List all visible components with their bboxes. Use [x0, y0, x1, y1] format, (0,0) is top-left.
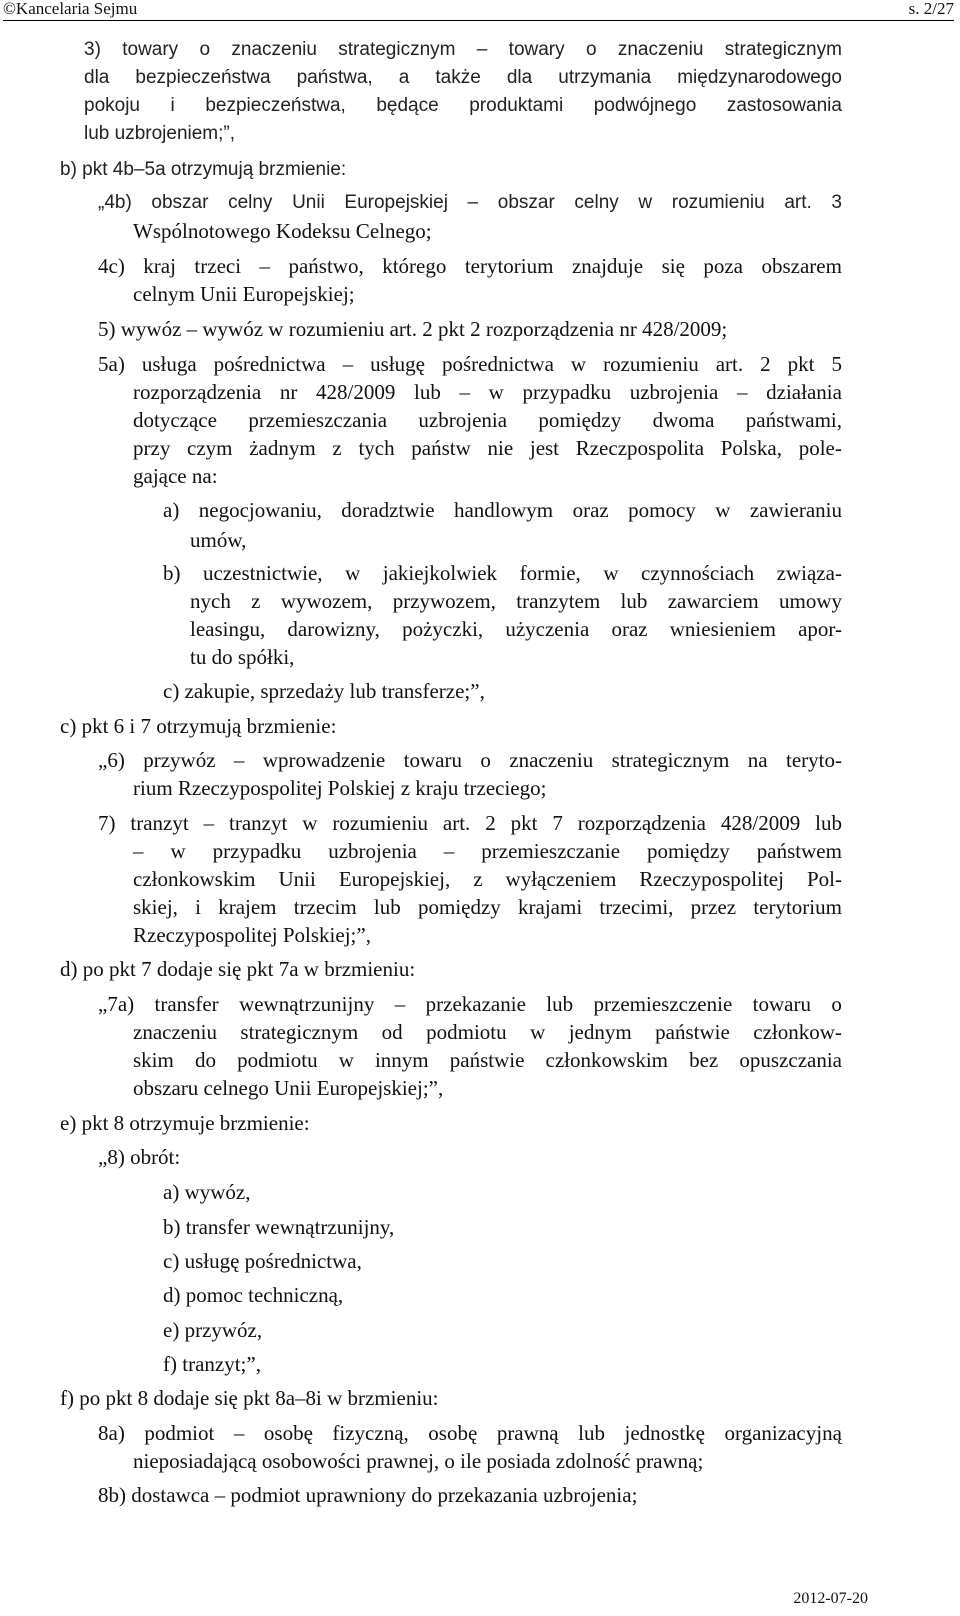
word: uzbrojenia: [629, 380, 719, 404]
word: lub: [620, 589, 648, 613]
word: wywozem,: [280, 589, 373, 613]
text-line: b) transfer wewnątrzunijny,: [163, 1215, 395, 1239]
text-line: [84, 93, 842, 119]
word: lub: [578, 1421, 605, 1445]
word: 428/2009: [720, 811, 801, 835]
word: „7a): [98, 992, 135, 1016]
word: –: [459, 380, 470, 404]
word: towary: [508, 39, 565, 60]
text-line: [133, 866, 842, 892]
word: skim: [133, 1048, 174, 1072]
text-line: nieposiadającą osobowości prawnej, o ile posiada zdolność prawną;: [133, 1449, 704, 1473]
word: 3: [831, 192, 842, 213]
word: b): [163, 561, 181, 585]
word: pomocy: [628, 498, 696, 522]
word: Europejskiej,: [338, 867, 451, 891]
word: bez: [689, 1048, 719, 1072]
word: leasingu,: [190, 617, 266, 641]
word: jednostkę: [624, 1421, 705, 1445]
text-line: [84, 37, 842, 63]
word: znajduje: [571, 254, 644, 278]
word: trzecimi,: [599, 895, 674, 919]
page-header: [3, 0, 954, 21]
word: w: [345, 561, 361, 585]
word: art.: [442, 811, 471, 835]
word: strategicznym: [338, 39, 456, 60]
text-line: celnym Unii Europejskiej;: [133, 282, 355, 306]
text-line: [190, 616, 842, 642]
text-line: 5) wywóz – wywóz w rozumieniu art. 2 pkt 2 rozporządzenia nr 428/2009;: [98, 317, 728, 341]
word: krajem: [218, 895, 277, 919]
word: –: [476, 39, 488, 60]
word: o: [480, 748, 491, 772]
word: do: [194, 1048, 216, 1072]
text-line: [98, 810, 842, 836]
word: tranzytem: [516, 589, 601, 613]
text-line: f) tranzyt;”,: [163, 1352, 261, 1376]
word: rozporządzenia: [577, 811, 706, 835]
text-line: rium Rzeczypospolitej Polskiej z kraju trzeciego;: [133, 776, 547, 800]
word: z: [473, 867, 483, 891]
word: jest: [529, 436, 560, 460]
word: będące: [376, 95, 439, 116]
word: lub: [414, 380, 441, 404]
text-line: f) po pkt 8 dodaje się pkt 8a–8i w brzmieniu:: [60, 1386, 439, 1410]
word: umowy: [778, 589, 842, 613]
word: formie,: [519, 561, 581, 585]
word: członkow-: [753, 1020, 842, 1044]
word: czym: [187, 436, 233, 460]
word: trzecim: [293, 895, 357, 919]
text-line: [98, 747, 842, 773]
word: skiej,: [133, 895, 178, 919]
text-line: [133, 1047, 842, 1073]
word: „4b): [98, 192, 132, 213]
word: bezpieczeństwa,: [205, 95, 346, 116]
word: tranzyt: [130, 811, 189, 835]
footer-date: 2012-07-20: [793, 1590, 868, 1607]
word: poza: [703, 254, 744, 278]
text-line: [190, 588, 842, 614]
word: przywóz: [143, 748, 216, 772]
text-line: [133, 379, 842, 405]
word: podmiotu: [426, 1020, 507, 1044]
word: na: [747, 748, 768, 772]
word: w: [638, 192, 653, 213]
word: o: [585, 39, 597, 60]
word: w: [603, 561, 619, 585]
word: Pol-: [806, 867, 842, 891]
text-line: [133, 435, 842, 461]
word: uzbrojenia: [328, 839, 417, 863]
text-line: [133, 407, 842, 433]
text-line: [98, 991, 842, 1017]
word: Unii: [292, 192, 325, 213]
word: towary: [122, 39, 179, 60]
word: 3): [84, 39, 101, 60]
word: handlowym: [453, 498, 554, 522]
text-line: e) pkt 8 otrzymuje brzmienie:: [60, 1111, 310, 1135]
word: strategicznym: [240, 1020, 359, 1044]
word: negocjowaniu,: [198, 498, 322, 522]
word: przemieszczanie: [481, 839, 621, 863]
text-line: c) pkt 6 i 7 otrzymują brzmienie:: [60, 714, 337, 738]
word: 7): [98, 811, 116, 835]
word: 7: [552, 811, 563, 835]
word: pomiędzy: [538, 408, 622, 432]
word: –: [203, 811, 215, 835]
word: rozumieniu: [603, 352, 699, 376]
word: kraj: [143, 254, 176, 278]
word: strategicznym: [724, 39, 842, 60]
word: terytorium: [753, 895, 842, 919]
word: państwie: [449, 1048, 525, 1072]
word: z: [332, 436, 342, 460]
word: zawarciem: [667, 589, 759, 613]
word: żadnym: [249, 436, 316, 460]
text-line: [98, 190, 842, 216]
word: dotyczące: [133, 408, 217, 432]
word: Polska,: [720, 436, 782, 460]
copyright-label: ©Kancelaria Sejmu: [3, 0, 138, 18]
word: od: [381, 1020, 403, 1044]
word: nr: [279, 380, 298, 404]
word: strategicznym: [611, 748, 730, 772]
text-line: lub uzbrojeniem;”,: [84, 123, 236, 144]
word: 8a): [98, 1421, 125, 1445]
text-line: [98, 351, 842, 377]
word: pokoju: [84, 95, 140, 116]
word: 5a): [98, 352, 125, 376]
word: w: [715, 498, 731, 522]
word: przekazanie: [425, 992, 526, 1016]
word: międzynarodowego: [677, 67, 842, 88]
word: Rzeczpospolita: [575, 436, 705, 460]
word: 4c): [98, 254, 125, 278]
word: bezpieczeństwa: [135, 67, 271, 88]
word: pomiędzy: [417, 895, 501, 919]
word: dla: [506, 67, 533, 88]
word: Rzeczypospolitej: [639, 867, 784, 891]
text-line: [133, 1019, 842, 1045]
text-line: b) pkt 4b–5a otrzymują brzmienie:: [60, 159, 347, 180]
word: trzeci: [194, 254, 242, 278]
word: użyczenia: [505, 617, 590, 641]
text-line: Wspólnotowego Kodeksu Celnego;: [133, 219, 432, 243]
text-line: gające na:: [133, 464, 218, 488]
word: oraz: [611, 617, 648, 641]
word: wewnątrzunijny: [239, 992, 375, 1016]
word: „6): [98, 748, 125, 772]
word: Europejskiej: [344, 192, 448, 213]
word: nych: [190, 589, 231, 613]
word: związa-: [776, 561, 842, 585]
word: w: [488, 380, 504, 404]
word: –: [443, 839, 455, 863]
word: dwoma: [652, 408, 715, 432]
word: pole-: [798, 436, 842, 460]
word: znaczeniu: [231, 39, 317, 60]
text-line: [133, 838, 842, 864]
word: o: [199, 39, 211, 60]
word: pożyczki,: [402, 617, 484, 641]
word: lub: [815, 811, 842, 835]
word: państwie: [655, 1020, 730, 1044]
word: znaczeniu: [617, 39, 704, 60]
word: zawieraniu: [749, 498, 842, 522]
word: tych: [358, 436, 395, 460]
text-line: 8b) dostawca – podmiot uprawniony do przekazania uzbrojenia;: [98, 1483, 638, 1507]
word: rozumieniu: [671, 192, 765, 213]
word: wprowadzenie: [262, 748, 386, 772]
text-line: d) pomoc techniczną,: [163, 1283, 344, 1307]
word: utrzymania: [558, 67, 652, 88]
word: w: [338, 1048, 354, 1072]
word: w: [170, 839, 186, 863]
word: działania: [766, 380, 842, 404]
word: art.: [784, 192, 812, 213]
word: przywozem,: [392, 589, 496, 613]
text-line: „8) obrót:: [98, 1145, 181, 1169]
word: –: [737, 380, 748, 404]
word: 2: [760, 352, 771, 376]
word: i: [195, 895, 201, 919]
word: przemieszczania: [248, 408, 388, 432]
word: przemieszczenie: [593, 992, 733, 1016]
word: Unii: [278, 867, 316, 891]
word: transfer: [154, 992, 219, 1016]
word: obszarem: [761, 254, 842, 278]
text-line: d) po pkt 7 dodaje się pkt 7a w brzmieniu:: [60, 957, 416, 981]
word: uczestnictwie,: [203, 561, 323, 585]
word: państwami,: [745, 408, 842, 432]
word: przypadku: [212, 839, 302, 863]
word: towaru: [752, 992, 811, 1016]
word: celny: [228, 192, 273, 213]
word: prawną: [496, 1421, 559, 1445]
word: znaczeniu: [133, 1020, 217, 1044]
word: państwem: [756, 839, 842, 863]
word: 2: [485, 811, 496, 835]
word: –: [233, 748, 245, 772]
word: produktami: [469, 95, 564, 116]
text-line: [98, 1420, 842, 1446]
text-line: c) usługę pośrednictwa,: [163, 1249, 362, 1273]
word: się: [661, 254, 685, 278]
word: usługa: [141, 352, 197, 376]
word: osobę: [263, 1421, 313, 1445]
word: rozumieniu: [332, 811, 428, 835]
word: –: [342, 352, 354, 376]
word: art.: [715, 352, 744, 376]
word: terytorium: [464, 254, 554, 278]
word: podmiotu: [237, 1048, 318, 1072]
word: a: [398, 67, 410, 88]
text-line: umów,: [190, 528, 247, 552]
word: innym: [374, 1048, 429, 1072]
word: uzbrojenia: [418, 408, 508, 432]
word: państwo,: [288, 254, 364, 278]
word: towaru: [403, 748, 462, 772]
page-number: s. 2/27: [908, 0, 954, 18]
word: pomiędzy: [647, 839, 730, 863]
text-line: [163, 560, 842, 586]
word: osobę: [428, 1421, 478, 1445]
word: 5: [831, 352, 842, 376]
word: państw: [411, 436, 471, 460]
word: obszar: [151, 192, 209, 213]
word: z: [251, 589, 261, 613]
text-line: [84, 65, 842, 91]
word: członkowskim: [133, 867, 256, 891]
word: tranzyt: [229, 811, 288, 835]
word: darowizny,: [287, 617, 380, 641]
word: –: [394, 992, 406, 1016]
text-line: a) wywóz,: [163, 1180, 251, 1204]
word: także: [435, 67, 481, 88]
text-line: [133, 894, 842, 920]
word: lub: [546, 992, 574, 1016]
word: wniesieniem: [669, 617, 776, 641]
text-line: tu do spółki,: [190, 645, 295, 669]
word: rozporządzenia: [133, 380, 262, 404]
word: jednym: [568, 1020, 632, 1044]
word: znaczeniu: [509, 748, 594, 772]
word: –: [259, 254, 271, 278]
word: fizyczną,: [332, 1421, 409, 1445]
word: o: [831, 992, 842, 1016]
word: pośrednictwa: [441, 352, 554, 376]
word: teryto-: [786, 748, 842, 772]
word: zastosowania: [726, 95, 842, 116]
word: doradztwie: [341, 498, 435, 522]
word: którego: [382, 254, 447, 278]
word: –: [133, 839, 144, 863]
word: członkowskim: [545, 1048, 668, 1072]
word: i: [170, 95, 175, 116]
word: jakiejkolwiek: [382, 561, 498, 585]
word: wyłączeniem: [505, 867, 617, 891]
text-line: Rzeczypospolitej Polskiej;”,: [133, 923, 371, 947]
word: celny: [574, 192, 619, 213]
text-line: c) zakupie, sprzedaży lub transferze;”,: [163, 679, 485, 703]
word: opuszczania: [739, 1048, 842, 1072]
word: państwa,: [296, 67, 373, 88]
word: nie: [487, 436, 514, 460]
word: czynnościach: [641, 561, 755, 585]
word: oraz: [572, 498, 609, 522]
word: dla: [84, 67, 110, 88]
word: przez: [690, 895, 737, 919]
text-line: obszaru celnego Unii Europejskiej;”,: [133, 1076, 444, 1100]
word: apor-: [798, 617, 842, 641]
word: usługę: [370, 352, 425, 376]
word: krajami: [518, 895, 583, 919]
text-line: [98, 253, 842, 279]
text-line: e) przywóz,: [163, 1318, 263, 1342]
word: w: [570, 352, 587, 376]
word: przy: [133, 436, 171, 460]
word: podwójnego: [593, 95, 697, 116]
word: pkt: [510, 811, 538, 835]
word: podmiot: [144, 1421, 215, 1445]
word: przypadku: [522, 380, 612, 404]
word: obszar: [497, 192, 555, 213]
word: –: [233, 1421, 245, 1445]
text-line: [163, 497, 842, 523]
word: organizacyjną: [724, 1421, 842, 1445]
word: lub: [373, 895, 401, 919]
word: a): [163, 498, 180, 522]
word: –: [467, 192, 479, 213]
word: pkt: [787, 352, 815, 376]
word: 428/2009: [316, 380, 396, 404]
word: w: [302, 811, 318, 835]
word: pośrednictwa: [213, 352, 326, 376]
word: w: [530, 1020, 546, 1044]
